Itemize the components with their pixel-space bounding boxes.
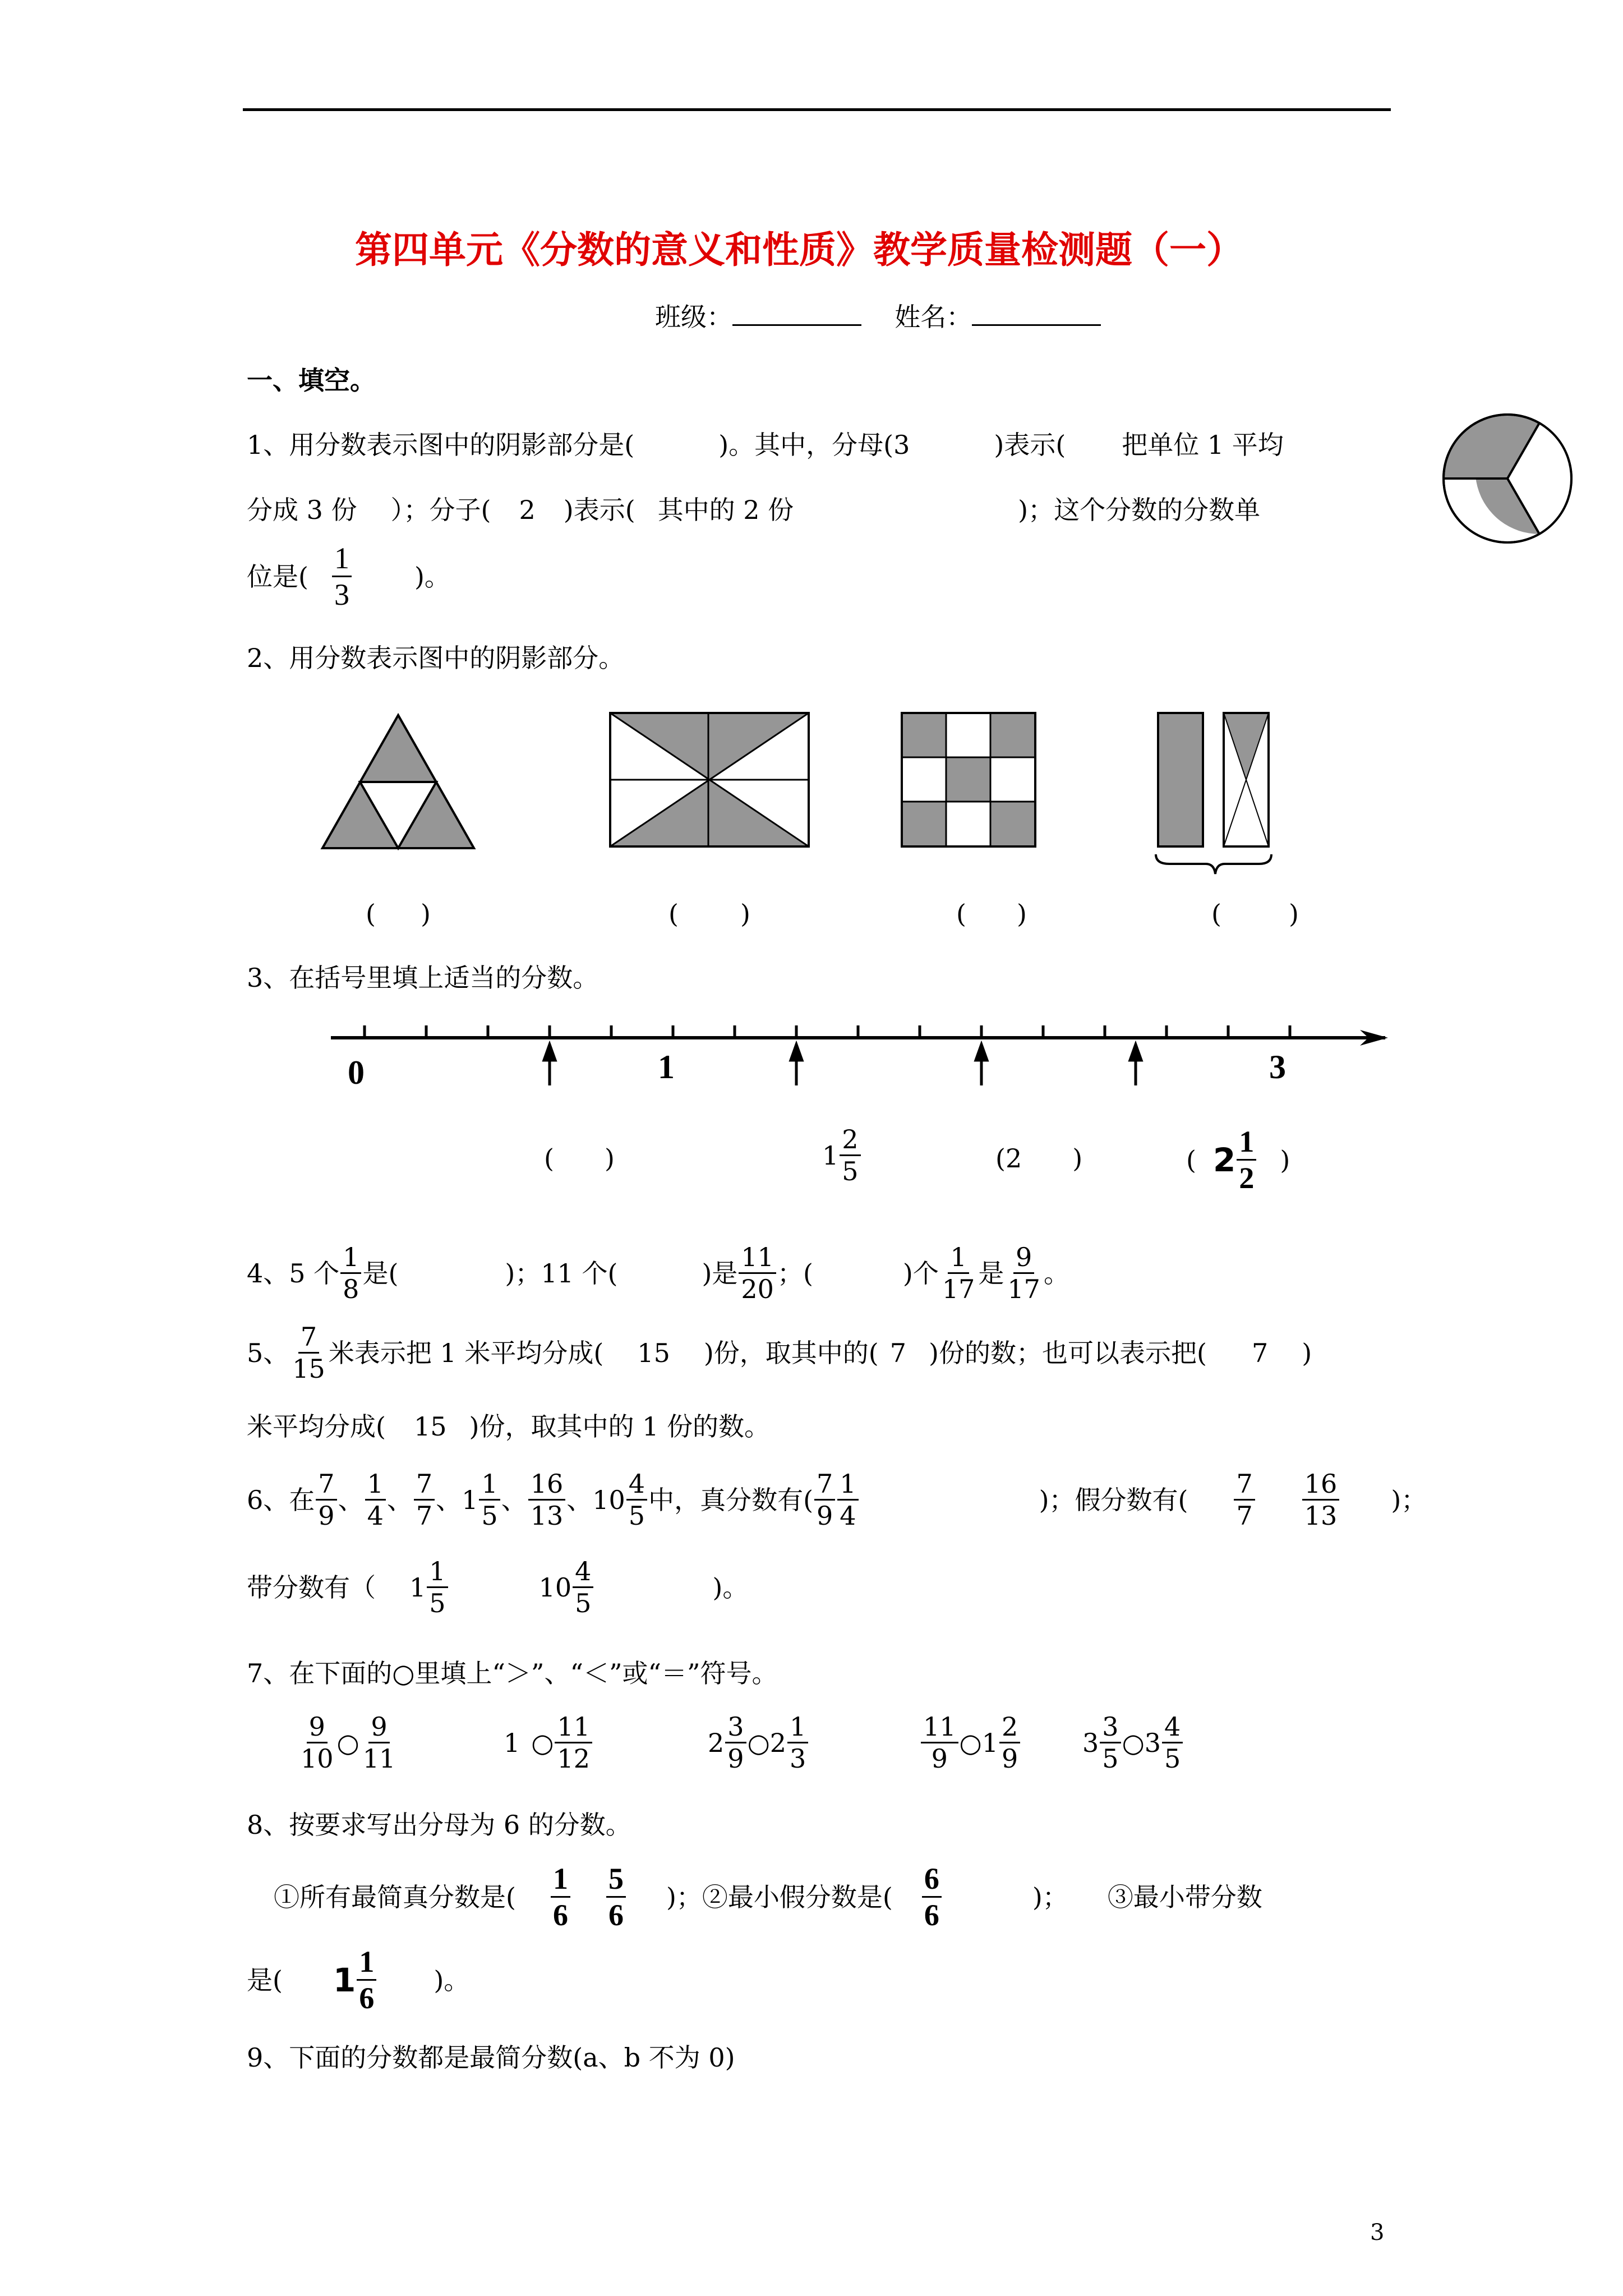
class-name-line xyxy=(655,302,1101,330)
q1-pie-overlay xyxy=(1441,412,1587,558)
q1-text: )。 xyxy=(414,561,450,592)
q2-grid-figure xyxy=(900,711,1037,848)
q1-answer: 其中的 2 份 xyxy=(657,495,794,525)
q2-answer-4[interactable]: ( ) xyxy=(1211,899,1299,929)
q1-line3 xyxy=(247,543,450,610)
q8-text: 8、按要求写出分母为 6 的分数。 xyxy=(247,1810,631,1840)
q2-answer-1[interactable]: ( ) xyxy=(366,899,431,929)
q1-answer: 分成 3 份 xyxy=(247,495,357,525)
q1-text: )。其中，分母(3 xyxy=(718,430,910,460)
q3-answer-2: 1 $\frac{2}{5}$ xyxy=(822,1126,862,1184)
name-field[interactable] xyxy=(972,302,1101,326)
q1-line2 xyxy=(247,497,1260,523)
name-label: 姓名： xyxy=(895,302,972,332)
q7-compare-4: $\frac{11}{9}$ ○ 1 $\frac{2}{9}$ xyxy=(920,1714,1021,1772)
compare-circle[interactable]: ○ xyxy=(959,1727,982,1758)
header-rule xyxy=(243,108,1391,111)
q2-answer-2[interactable]: ( ) xyxy=(668,899,750,929)
q2-triangle-inner xyxy=(320,712,482,853)
compare-circle[interactable]: ○ xyxy=(531,1727,554,1758)
q1-answer: 2 xyxy=(519,495,536,525)
q3-text: 3、在括号里填上适当的分数。 xyxy=(247,963,599,993)
q3-number-line xyxy=(325,1010,1396,1099)
q1-text: 位是( xyxy=(247,561,308,592)
q7-compare-2: 1 ○ $\frac{11}{12}$ xyxy=(504,1714,593,1772)
q9-text: 9、下面的分数都是最简分数(a、b 不为 0) xyxy=(247,2042,735,2073)
q1-answer: 把单位 1 平均 xyxy=(1122,430,1284,460)
q7-text: 7、在下面的○里填上“＞”、“＜”或“＝”符号。 xyxy=(247,1658,778,1688)
q3-label-0: 0 xyxy=(348,1054,365,1091)
q2-rectangle-figure xyxy=(608,711,810,848)
class-field[interactable] xyxy=(732,302,861,326)
q7-compare-3: 2 $\frac{3}{9}$ ○ 2 $\frac{1}{3}$ xyxy=(708,1714,809,1772)
q4-line: 4、5 个 $\frac{1}{8}$ 是( )；11 个( )是 $\frac{11}{20}$ ；( )个 $\frac{1}{17}$ 是 $\frac{9}{17}$ 。 xyxy=(247,1242,1069,1304)
q2-answer-3[interactable]: ( ) xyxy=(956,899,1027,929)
q8-line1: ①所有最简真分数是( $\frac{1}{6}$ $\frac{5}{6}$ )；②最小假分数是( $\frac{6}{6}$ )； ③最小带分数 xyxy=(274,1862,1262,1932)
page-number: 3 xyxy=(1370,2220,1385,2246)
q1-text: )表示( xyxy=(563,495,635,525)
q7-compare-5: 3 $\frac{3}{5}$ ○ 3 $\frac{4}{5}$ xyxy=(1082,1714,1184,1772)
q1-unit-fraction: $\frac{1}{3}$ xyxy=(332,543,352,610)
q7-compare-1: $\frac{9}{10}$ ○ $\frac{9}{11}$ xyxy=(301,1711,396,1774)
q3-answer-4: ( 2 $\frac{1}{2}$ ) xyxy=(1186,1125,1290,1195)
q1-text: ）；分子( xyxy=(390,495,491,525)
q1-text: )表示( xyxy=(994,430,1066,460)
compare-circle[interactable]: ○ xyxy=(747,1727,770,1758)
q2-bars-figure xyxy=(1152,711,1276,891)
q6-line2: 带分数有（ 1 $\frac{1}{5}$ 10 $\frac{4}{5}$ )。 xyxy=(247,1556,749,1618)
q3-label-1: 1 xyxy=(658,1048,675,1085)
compare-circle[interactable]: ○ xyxy=(336,1727,359,1758)
q2-text: 2、用分数表示图中的阴影部分。 xyxy=(247,643,625,673)
section-heading: 一、填空。 xyxy=(247,365,376,395)
q3-answer-1[interactable]: ( ) xyxy=(544,1143,615,1174)
class-label: 班级： xyxy=(655,302,732,332)
compare-circle[interactable]: ○ xyxy=(1122,1727,1145,1758)
q3-label-3: 3 xyxy=(1269,1048,1286,1085)
q1-text: )；这个分数的分数单 xyxy=(1018,495,1261,525)
q3-answer-3[interactable]: (2 ) xyxy=(995,1143,1083,1174)
q5-line2: 米平均分成( 15 )份，取其中的 1 份的数。 xyxy=(247,1411,770,1442)
q8-line2: 是( 1 $\frac{1}{6}$ )。 xyxy=(247,1945,470,2015)
q6-line1: 6、在 $\frac{7}{9}$ 、 $\frac{1}{4}$ 、 $\frac{7}{7}$ 、 1 $\frac{1}{5}$ 、 $\frac{16}{13}$ 、 10 $\frac{4}{5}$ 中，真分数有( $\frac{7}{9}$ $\frac{1}{4}$ )；假分数有( $\frac{7}{7}$ $\frac{16}{13}$ )； xyxy=(247,1469,1427,1531)
page-title: 第四单元《分数的意义和性质》教学质量检测题（一） xyxy=(355,228,1243,272)
q1-text: 1、用分数表示图中的阴影部分是( xyxy=(247,430,635,460)
q5-line1: 5、 $\frac{7}{15}$ 米表示把 1 米平均分成( 15 )份，取其中的( 7 )份的数；也可以表示把( 7 ) xyxy=(247,1322,1312,1384)
q1-line1 xyxy=(247,432,1284,458)
